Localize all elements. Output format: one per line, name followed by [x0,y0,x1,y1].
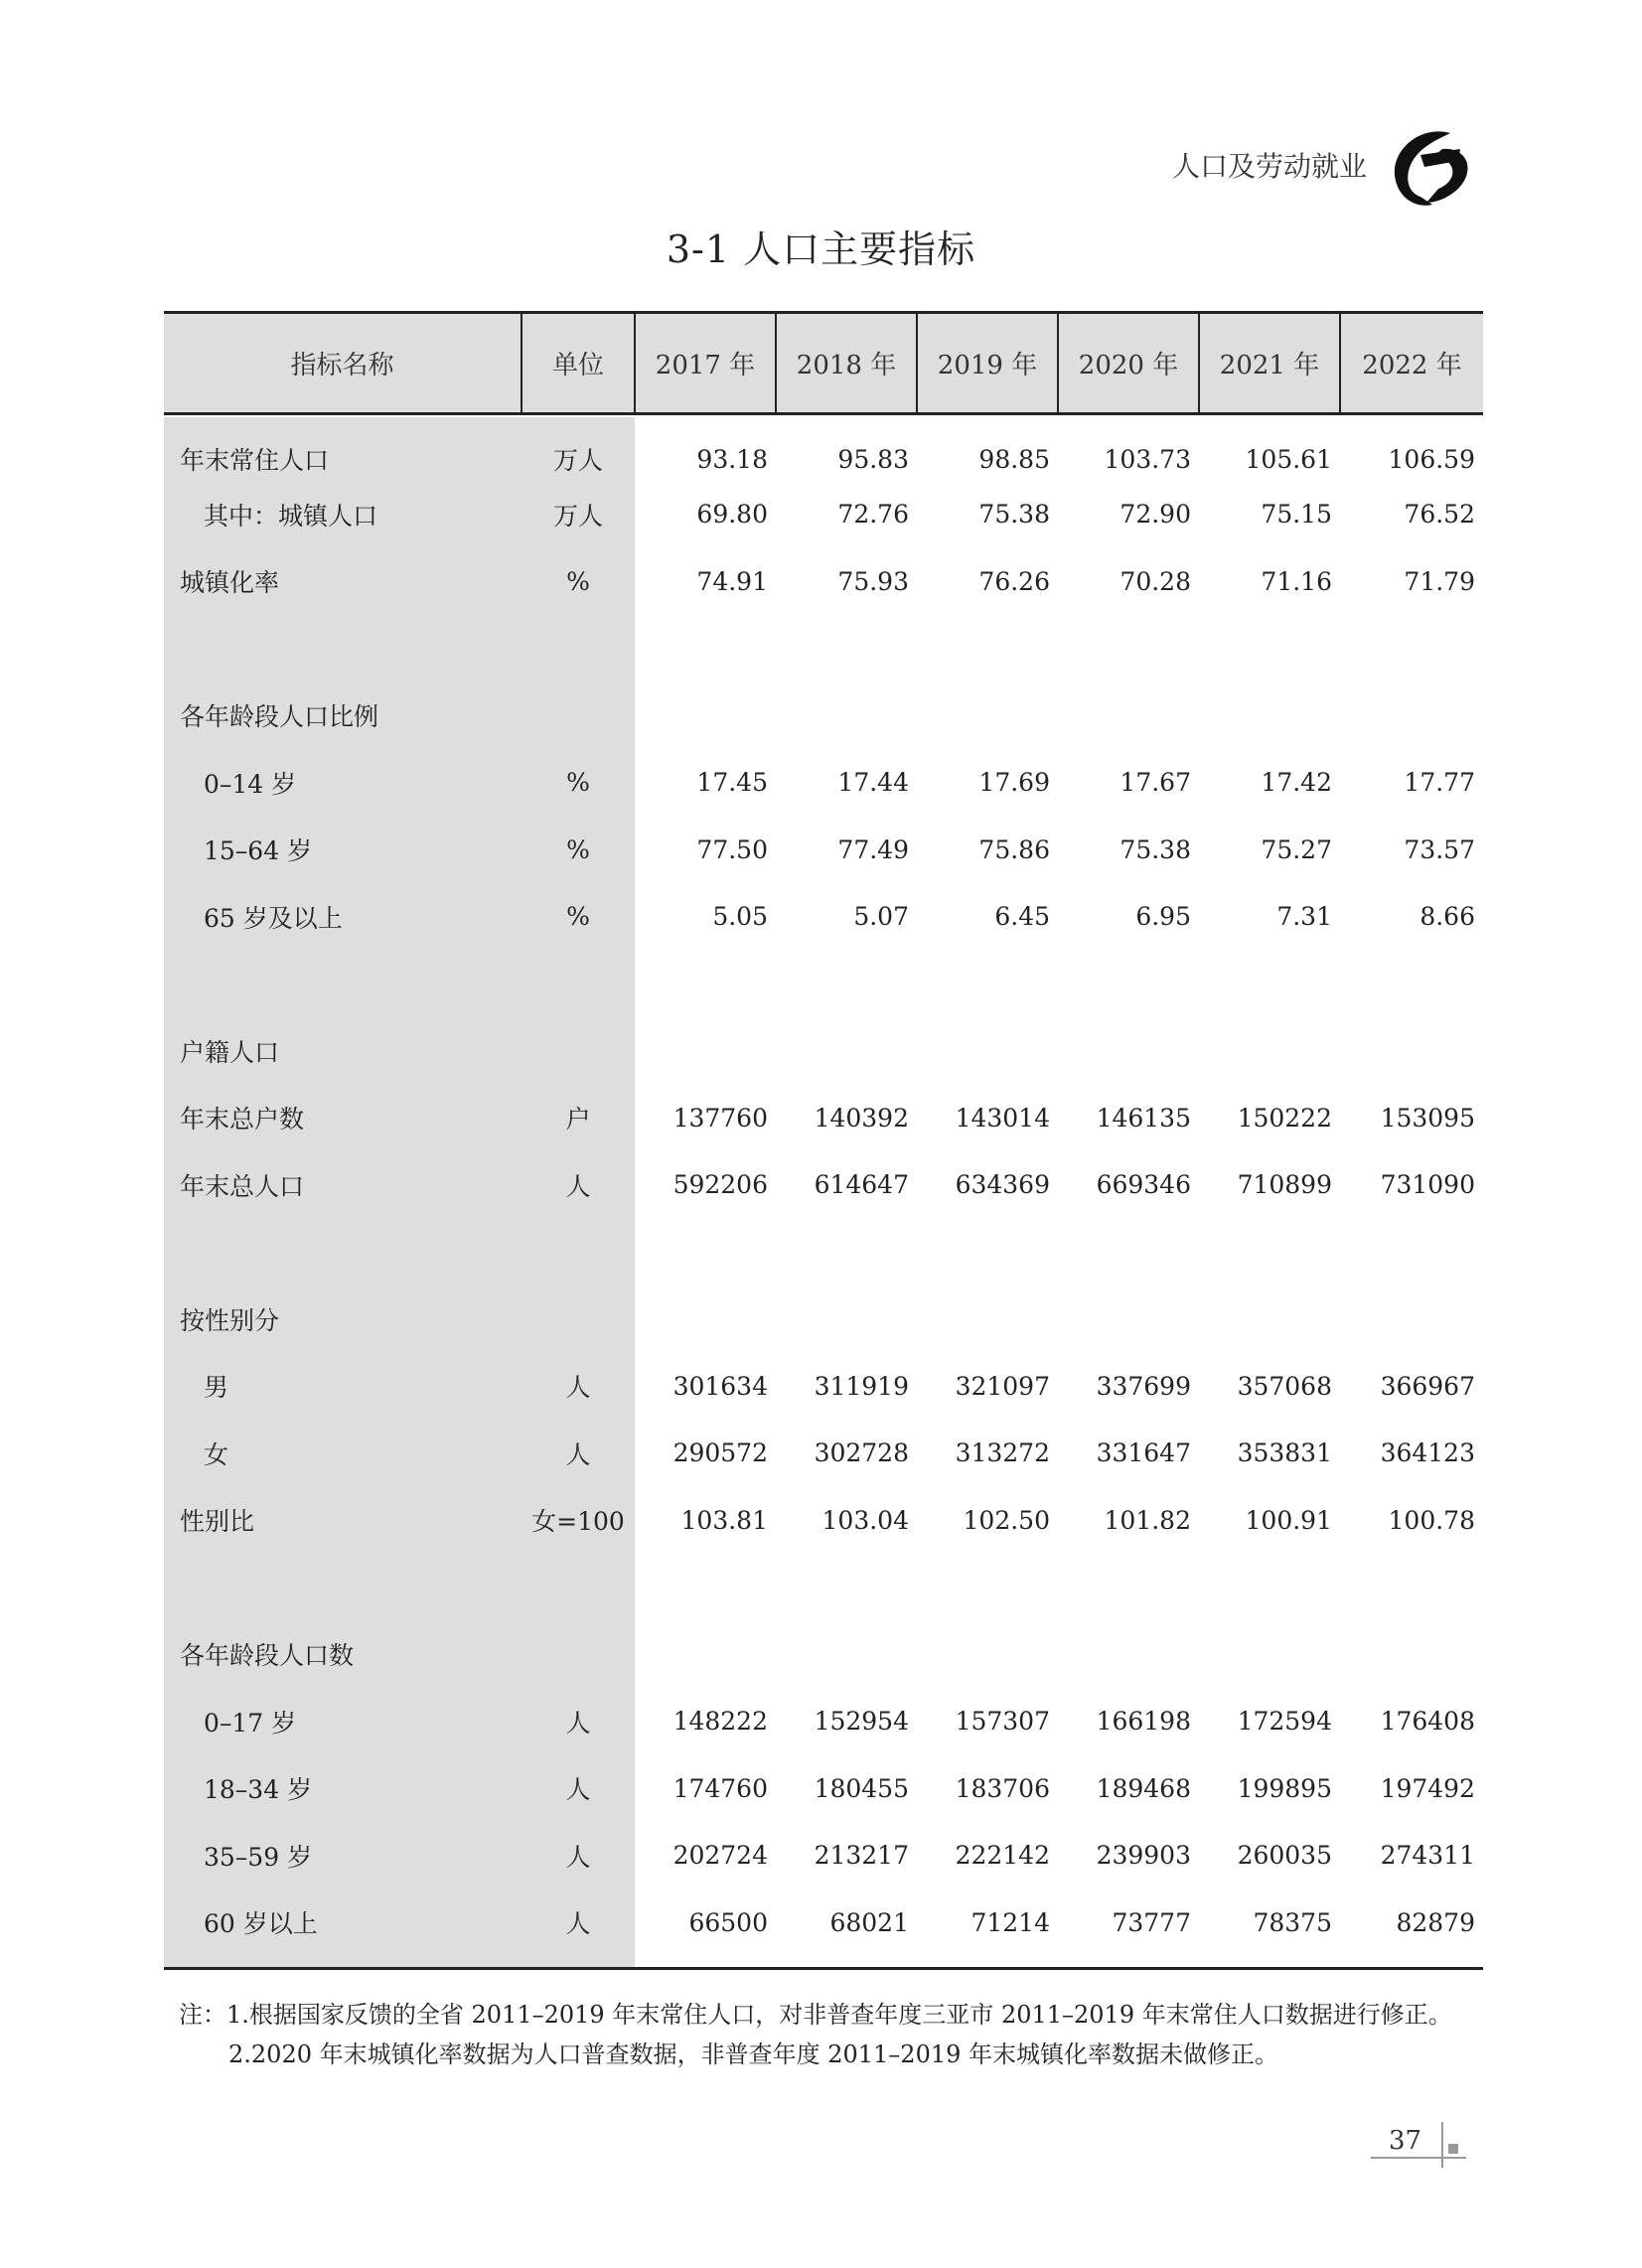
row-label: 18–34 岁 [204,1775,313,1805]
note-line: 注：1.根据国家反馈的全省 2011–2019 年末常住人口，对非普查年度三亚市 2011–2019 年末常住人口数据进行修正。 [179,2001,1452,2029]
row-label: 65 岁及以上 [204,903,343,933]
value-cell: 274311 [1380,1841,1475,1871]
row-unit: 万人 [552,501,603,530]
value-cell [635,615,776,682]
column-header-year: 2022 年 [1340,313,1483,414]
value-cell: 100.91 [1245,1505,1332,1535]
value-cell: 101.82 [1104,1505,1191,1535]
value-cell: 6.95 [1135,902,1191,932]
value-cell: 301634 [672,1371,768,1401]
logo-icon [1381,119,1480,219]
row-label: 0–17 岁 [204,1708,297,1738]
row-unit [522,1554,635,1621]
table-row [164,883,1483,951]
value-cell: 176408 [1380,1707,1475,1737]
row-unit [522,1285,635,1353]
value-cell: 93.18 [696,444,768,474]
note-line: 2.2020 年末城镇化率数据为人口普查数据，非普查年度 2011–2019 年末城镇化率数据未做修正。 [228,2041,1279,2068]
value-cell [776,682,917,750]
row-unit: 女=100 [531,1507,625,1537]
column-header-year: 2019 年 [917,313,1058,414]
value-cell [776,615,917,682]
row-label: 35–59 岁 [204,1842,313,1872]
value-cell: 337699 [1096,1371,1191,1401]
value-cell: 166198 [1096,1707,1191,1737]
value-cell [635,951,776,1018]
spacer-row [164,951,1483,1018]
value-cell: 197492 [1380,1773,1475,1803]
value-cell [1199,1219,1340,1286]
value-cell: 290572 [672,1438,768,1468]
value-cell: 669346 [1096,1170,1191,1200]
value-cell: 73.57 [1404,834,1475,864]
row-unit [522,615,635,682]
value-cell [776,951,917,1018]
value-cell: 75.86 [978,834,1050,864]
value-cell: 364123 [1380,1438,1475,1468]
value-cell: 7.31 [1276,902,1332,932]
row-label: 城镇化率 [180,568,280,598]
spacer-row [164,1554,1483,1621]
row-label: 15–64 岁 [204,836,313,866]
value-cell [1058,682,1199,750]
value-cell [917,951,1058,1018]
value-cell [1058,951,1199,1018]
value-cell [1199,1285,1340,1353]
table-row [164,481,1483,548]
value-cell: 153095 [1380,1103,1475,1133]
value-cell [776,1554,917,1621]
value-cell: 95.83 [837,444,909,474]
table-row [164,1487,1483,1555]
value-cell: 100.78 [1388,1505,1475,1535]
row-unit [522,1621,635,1689]
row-label: 0–14 岁 [204,769,297,799]
value-cell: 302728 [814,1438,909,1468]
row-label [164,615,522,682]
value-cell [635,1554,776,1621]
value-cell: 17.42 [1261,768,1332,798]
row-label: 男 [204,1373,229,1403]
value-cell [1199,1017,1340,1085]
row-unit [522,1219,635,1286]
value-cell [776,1285,917,1353]
row-label: 年末常住人口 [180,446,330,475]
table-row [164,682,1483,750]
value-cell: 98.85 [978,444,1050,474]
value-cell: 592206 [672,1170,768,1200]
value-cell: 222142 [955,1841,1050,1871]
row-label: 年末总人口 [180,1171,305,1201]
spacer-row [164,1219,1483,1286]
value-cell [917,682,1058,750]
row-label [164,1554,522,1621]
table-row [164,1085,1483,1152]
value-cell: 106.59 [1388,444,1475,474]
value-cell [1340,682,1483,750]
value-cell: 5.07 [853,902,909,932]
row-label [164,1219,522,1286]
table-row [164,1151,1483,1219]
column-header-name: 指标名称 [290,351,394,380]
value-cell: 103.73 [1104,444,1191,474]
value-cell: 150222 [1237,1103,1332,1133]
table-row [164,1285,1483,1353]
table-row [164,749,1483,817]
value-cell [1340,1017,1483,1085]
value-cell: 103.04 [821,1505,909,1535]
row-unit: % [566,902,590,932]
value-cell [635,1621,776,1689]
page-title: 3-1 人口主要指标 [666,227,976,271]
value-cell: 105.61 [1245,444,1332,474]
spacer-row [164,615,1483,682]
table-row [164,1755,1483,1823]
value-cell: 17.77 [1404,768,1475,798]
row-label: 女 [204,1439,229,1469]
value-cell: 189468 [1096,1773,1191,1803]
value-cell [1058,1621,1199,1689]
value-cell [917,615,1058,682]
row-unit [522,682,635,750]
value-cell: 357068 [1237,1371,1332,1401]
value-cell: 239903 [1096,1841,1191,1871]
value-cell [917,1017,1058,1085]
value-cell [1058,1017,1199,1085]
value-cell: 143014 [955,1103,1050,1133]
value-cell: 75.27 [1261,834,1332,864]
value-cell: 17.67 [1120,768,1191,798]
value-cell: 146135 [1096,1103,1191,1133]
value-cell: 72.76 [837,500,909,529]
value-cell: 157307 [955,1707,1050,1737]
value-cell [917,1285,1058,1353]
value-cell [1340,951,1483,1018]
table-row [164,1688,1483,1755]
value-cell [635,1017,776,1085]
row-unit [522,1017,635,1085]
value-cell: 172594 [1237,1707,1332,1737]
table-row [164,1822,1483,1890]
table-bottom-rule [164,1967,1483,1970]
table-row [164,414,1483,482]
value-cell: 75.15 [1261,500,1332,529]
column-header-year: 2021 年 [1199,313,1340,414]
value-cell: 71.16 [1261,566,1332,596]
table-row [164,1353,1483,1421]
value-cell [635,1219,776,1286]
value-cell: 710899 [1237,1170,1332,1200]
row-unit [522,951,635,1018]
value-cell [1058,1285,1199,1353]
value-cell [1199,615,1340,682]
value-cell: 66500 [688,1907,768,1937]
table-notes [179,1995,1452,2074]
value-cell: 75.38 [978,500,1050,529]
table-row [164,1890,1483,1957]
value-cell: 74.91 [696,566,768,596]
value-cell: 68021 [829,1907,909,1937]
column-header-year: 2017 年 [635,313,776,414]
value-cell [1340,1285,1483,1353]
value-cell: 78375 [1253,1907,1332,1937]
row-unit: 人 [565,1775,591,1805]
value-cell: 8.66 [1419,902,1475,932]
row-unit: 人 [565,1439,591,1469]
value-cell [635,682,776,750]
row-label: 年末总户数 [180,1105,305,1134]
value-cell: 17.69 [978,768,1050,798]
value-cell: 614647 [814,1170,909,1200]
value-cell: 202724 [672,1841,768,1871]
value-cell: 199895 [1237,1773,1332,1803]
value-cell: 71214 [970,1907,1050,1937]
value-cell: 137760 [672,1103,768,1133]
row-unit: 人 [565,1909,591,1939]
row-unit: 人 [565,1708,591,1738]
value-cell: 152954 [814,1707,909,1737]
row-label: 其中：城镇人口 [204,501,378,530]
value-cell: 69.80 [696,500,768,529]
value-cell [635,1285,776,1353]
row-label: 各年龄段人口数 [180,1641,355,1671]
value-cell [776,1219,917,1286]
indicator-table-wrap [164,311,1483,1956]
value-cell: 76.26 [978,566,1050,596]
value-cell [776,1621,917,1689]
value-cell [1058,1554,1199,1621]
value-cell: 75.38 [1120,834,1191,864]
value-cell: 313272 [955,1438,1050,1468]
value-cell: 75.93 [837,566,909,596]
value-cell: 321097 [955,1371,1050,1401]
section-header: 人口及劳动就业 [1172,150,1368,183]
value-cell: 6.45 [994,902,1050,932]
value-cell: 731090 [1380,1170,1475,1200]
page-number: 37 [1389,2126,1422,2156]
value-cell [1199,1554,1340,1621]
table-body [164,414,1483,1957]
value-cell: 17.45 [696,768,768,798]
value-cell [1340,1554,1483,1621]
value-cell [776,1017,917,1085]
value-cell: 148222 [672,1707,768,1737]
row-label: 户籍人口 [180,1037,280,1067]
value-cell: 77.50 [696,834,768,864]
value-cell [1340,1219,1483,1286]
value-cell [1199,1621,1340,1689]
value-cell: 76.52 [1404,500,1475,529]
indicator-table [164,311,1483,1956]
row-unit: 户 [565,1105,591,1134]
value-cell: 5.05 [712,902,768,932]
value-cell: 102.50 [963,1505,1050,1535]
value-cell [917,1554,1058,1621]
value-cell: 72.90 [1120,500,1191,529]
value-cell [1058,615,1199,682]
value-cell: 71.79 [1404,566,1475,596]
row-label: 按性别分 [180,1305,280,1335]
value-cell [917,1621,1058,1689]
value-cell [1199,682,1340,750]
row-unit: % [566,834,590,864]
value-cell: 82879 [1396,1907,1475,1937]
value-cell: 183706 [955,1773,1050,1803]
value-cell [917,1219,1058,1286]
value-cell: 103.81 [680,1505,768,1535]
value-cell: 140392 [814,1103,909,1133]
table-row [164,1621,1483,1689]
value-cell: 353831 [1237,1438,1332,1468]
value-cell: 331647 [1096,1438,1191,1468]
column-header-year: 2018 年 [776,313,917,414]
value-cell: 260035 [1237,1841,1332,1871]
table-row [164,548,1483,616]
folio-mark-icon [1371,2120,1470,2170]
value-cell [1199,951,1340,1018]
row-unit: 人 [565,1373,591,1403]
table-row [164,817,1483,884]
row-unit: % [566,566,590,596]
value-cell: 180455 [814,1773,909,1803]
row-unit: 万人 [552,446,603,475]
row-unit: 人 [565,1842,591,1872]
table-header [164,313,1483,414]
row-label [164,951,522,1018]
column-header-year: 2020 年 [1058,313,1199,414]
value-cell: 213217 [814,1841,909,1871]
value-cell: 311919 [814,1371,909,1401]
row-unit: % [566,768,590,798]
value-cell: 634369 [955,1170,1050,1200]
value-cell: 174760 [672,1773,768,1803]
column-header-unit: 单位 [522,313,635,414]
value-cell: 77.49 [837,834,909,864]
value-cell [1058,1219,1199,1286]
value-cell: 17.44 [837,768,909,798]
value-cell: 70.28 [1120,566,1191,596]
value-cell: 366967 [1380,1371,1475,1401]
value-cell: 73777 [1112,1907,1191,1937]
value-cell [1340,615,1483,682]
row-label: 各年龄段人口比例 [180,702,379,732]
row-unit: 人 [565,1171,591,1201]
row-label: 性别比 [180,1507,255,1537]
table-row [164,1420,1483,1487]
row-label: 60 岁以上 [204,1909,318,1939]
table-row [164,1017,1483,1085]
value-cell [1340,1621,1483,1689]
